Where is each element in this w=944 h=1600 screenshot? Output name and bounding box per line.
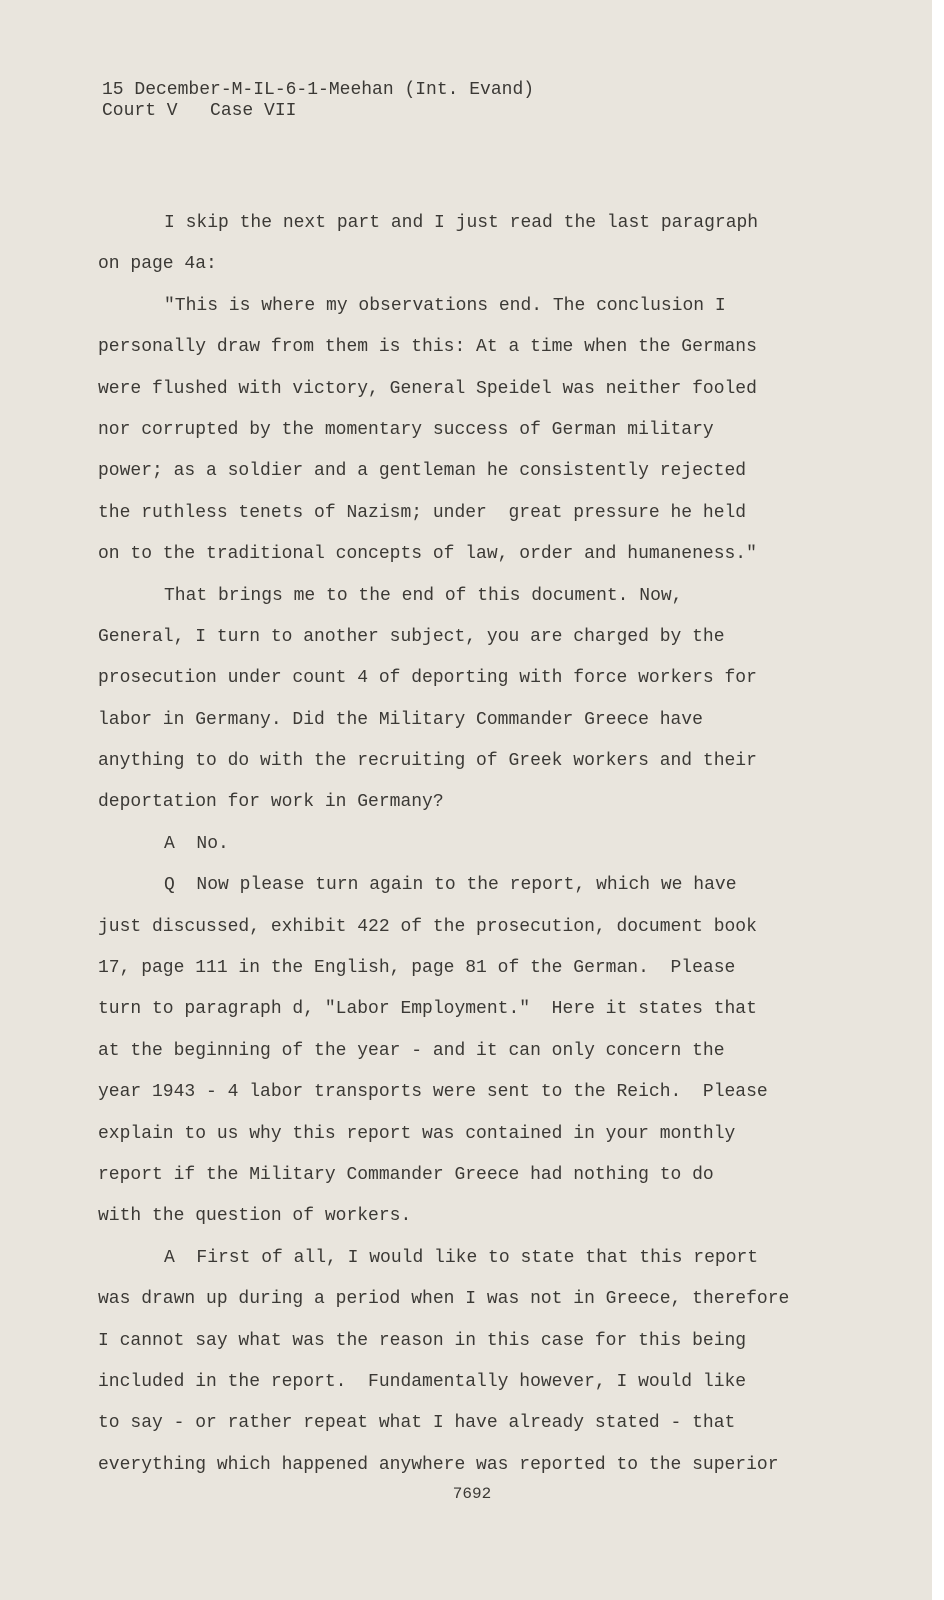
text-line: was drawn up during a period when I was not in Greece, therefore: [98, 1289, 790, 1310]
text-line: turn to paragraph d, "Labor Employment." Here it states that: [98, 999, 757, 1020]
text-line: General, I turn to another subject, you are charged by the: [98, 626, 725, 647]
text-line: explain to us why this report was contained in your monthly: [98, 1123, 736, 1144]
text-line: report if the Military Commander Greece had nothing to do: [98, 1164, 714, 1185]
text-line: I skip the next part and I just read the last paragraph: [164, 213, 759, 233]
header-line-1: 15 December-M-IL-6-1-Meehan (Int. Evand): [102, 80, 535, 100]
text-line: included in the report. Fundamentally however, I would like: [98, 1371, 747, 1392]
text-line: everything which happened anywhere was reported to the superior: [98, 1454, 779, 1475]
text-line: deportation for work in Germany?: [98, 792, 444, 813]
document-header: [102, 80, 534, 122]
text-line: labor in Germany. Did the Military Commander Greece have: [98, 709, 703, 730]
text-line: to say - or rather repeat what I have already stated - that: [98, 1413, 736, 1434]
text-line: A No.: [164, 833, 229, 854]
text-line: on page 4a:: [98, 254, 217, 275]
header-line-2: Court V Case VII: [102, 101, 297, 121]
text-line: personally draw from them is this: At a time when the Germans: [98, 337, 757, 358]
text-line: year 1943 - 4 labor transports were sent to the Reich. Please: [98, 1082, 768, 1103]
page-number: 7692: [452, 1485, 492, 1503]
text-line: "This is where my observations end. The conclusion I: [164, 295, 726, 316]
text-line: 17, page 111 in the English, page 81 of the German. Please: [98, 958, 736, 979]
text-line: just discussed, exhibit 422 of the prosecution, document book: [98, 916, 757, 937]
text-line: anything to do with the recruiting of Greek workers and their: [98, 751, 757, 772]
transcript-body: [98, 203, 898, 1486]
text-line: Q Now please turn again to the report, which we have: [164, 875, 737, 896]
text-line: at the beginning of the year - and it can only concern the: [98, 1040, 725, 1061]
text-line: A First of all, I would like to state that this report: [164, 1247, 759, 1268]
text-line: were flushed with victory, General Speidel was neither fooled: [98, 378, 757, 399]
text-line: with the question of workers.: [98, 1206, 412, 1227]
text-line: I cannot say what was the reason in this case for this being: [98, 1330, 747, 1351]
text-line: power; as a soldier and a gentleman he consistently rejected: [98, 461, 747, 482]
text-line: prosecution under count 4 of deporting with force workers for: [98, 668, 757, 689]
text-line: nor corrupted by the momentary success of German military: [98, 419, 714, 440]
text-line: on to the traditional concepts of law, order and humaneness.": [98, 544, 757, 565]
text-line: the ruthless tenets of Nazism; under great pressure he held: [98, 502, 747, 523]
text-line: That brings me to the end of this document. Now,: [164, 585, 683, 606]
